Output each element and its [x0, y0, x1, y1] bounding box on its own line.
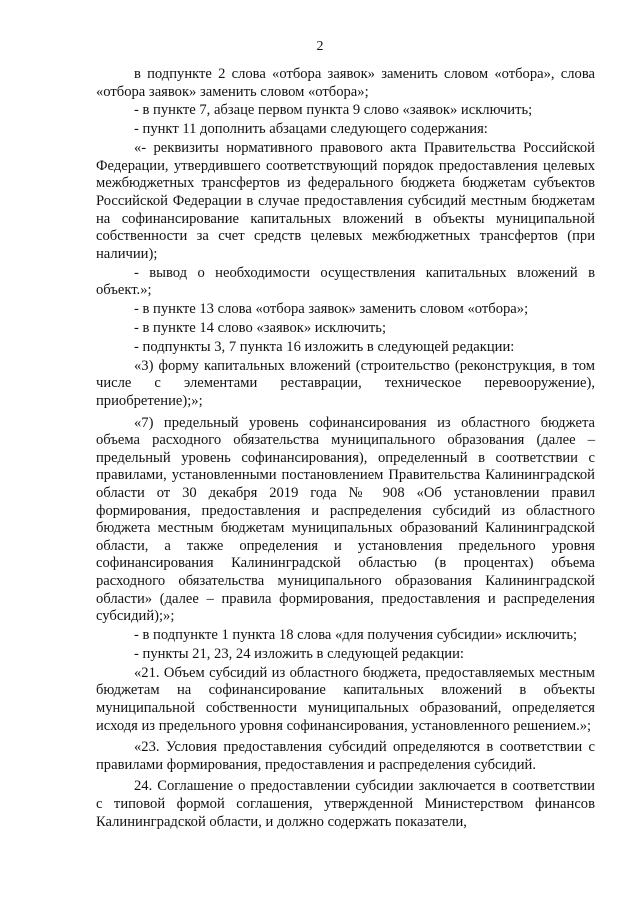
- paragraph-item-11-addition: - пункт 11 дополнить абзацами следующего содержания:: [134, 121, 488, 138]
- paragraph-item-16-new-edition: - подпункты 3, 7 пункта 16 изложить в следующей редакции:: [134, 338, 515, 355]
- paragraph-item-23-quote: «23. Условия предоставления субсидий определяются в соответствии с правилами формирования, предоставления и распределения субсидий.: [96, 739, 595, 773]
- page-number: 2: [316, 39, 324, 54]
- paragraph-requisites-quote: «- реквизиты нормативного правового акта Правительства Российской Федерации, утвердившего соответствующий порядок предоставления целевых межбюджетных трансфертов из федерального бюджета бюджетам субъектов Российской Федерации в случае предоставления субсидий местным бюджетам на софинансирование капитальных вложений в объекты муниципальной собственности за счет средств целевых межбюджетных трансфертов (при наличии);: [96, 140, 595, 262]
- paragraph-item-18-exclusion: - в подпункте 1 пункта 18 слова «для получения субсидии» исключить;: [134, 627, 578, 644]
- paragraph-subitem-2-replacement: в подпункте 2 слова «отбора заявок» заменить словом «отбора», слова «отбора заявок» заменить словом «отбора»;: [96, 66, 595, 100]
- paragraph-items-21-23-24-new-edition: - пункты 21, 23, 24 изложить в следующей редакции:: [134, 645, 464, 662]
- document-body: [96, 66, 595, 833]
- paragraph-item-7-9-exclusion: - в пункте 7, абзаце первом пункта 9 слово «заявок» исключить;: [134, 102, 533, 119]
- paragraph-subitem-3-quote: «3) форму капитальных вложений (строительство (реконструкция, в том числе с элементами реставрации, техническое перевооружение), приобретение);»;: [96, 357, 595, 410]
- paragraph-item-14-exclusion: - в пункте 14 слово «заявок» исключить;: [134, 320, 387, 337]
- paragraph-subitem-7-quote: «7) предельный уровень софинансирования из областного бюджета объема расходного обязательства муниципального образования (далее – предельный уровень софинансирования), определенный в соответствии с правилами, установленными постановлением Правительства Калининградской области от 30 декабря 2019 года № 908 «Об установлении правил формирования, предоставления и распределения субсидий из областного бюджета местным бюджетам муниципальных образований Калининградской области, а также определения и установления предельного уровня софинансирования Калининградской областью (в процентах) объема расходного обязательства муниципального образования Калининградской области» (далее – правила формирования, предоставления и распределения субсидий);»;: [96, 414, 595, 625]
- paragraph-capital-investment-conclusion: - вывод о необходимости осуществления капитальных вложений в объект.»;: [96, 264, 595, 299]
- paragraph-item-24-agreement: 24. Соглашение о предоставлении субсидии заключается в соответствии с типовой формой соглашения, утвержденной Министерством финансов Калининградской области, и должно содержать показатели,: [96, 778, 595, 830]
- paragraph-item-21-quote: «21. Объем субсидий из областного бюджета, предоставляемых местным бюджетам на софинансирование капитальных вложений в объекты муниципальной собственности муниципальных образований, определяется исходя из предельного уровня софинансирования, установленного решением.»;: [96, 664, 595, 734]
- paragraph-item-13-replacement: - в пункте 13 слова «отбора заявок» заменить словом «отбора»;: [134, 301, 529, 318]
